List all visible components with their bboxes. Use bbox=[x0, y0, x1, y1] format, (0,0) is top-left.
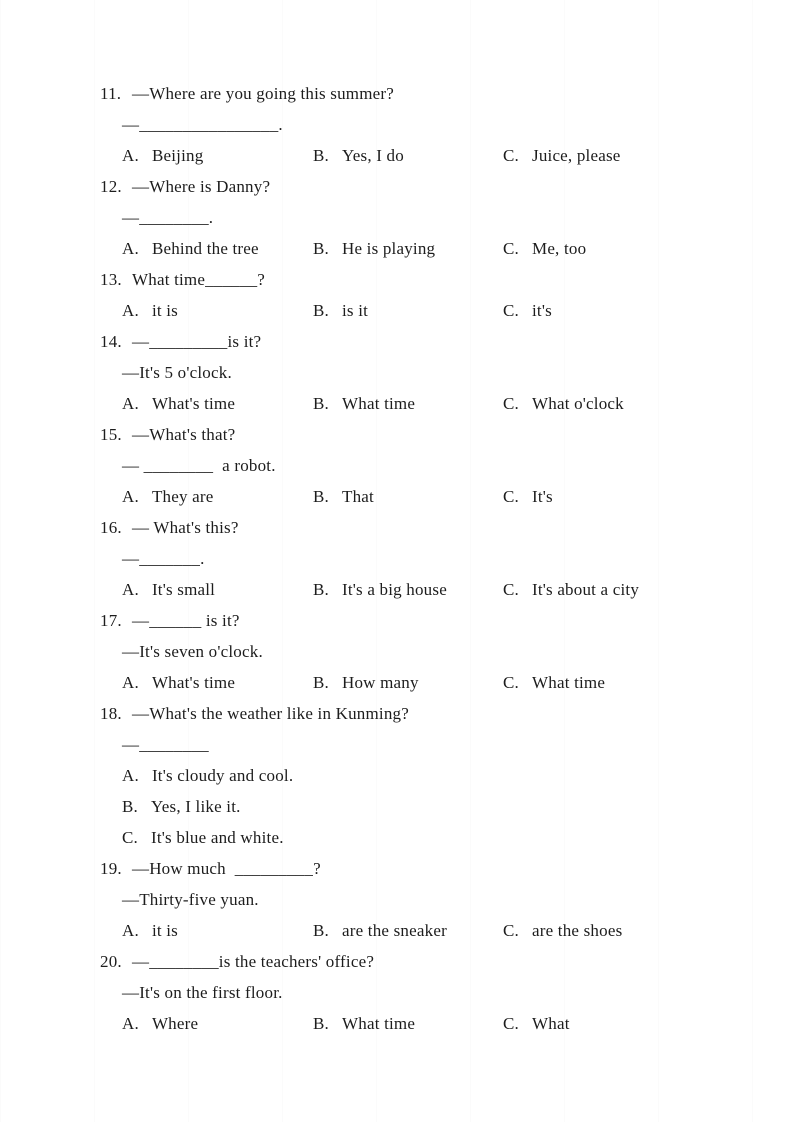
question-block bbox=[100, 171, 763, 264]
answer-line: —It's on the first floor. bbox=[122, 983, 283, 1002]
question-line bbox=[100, 264, 763, 295]
option-text: They are bbox=[151, 487, 214, 506]
question-block bbox=[100, 326, 763, 419]
option bbox=[122, 295, 313, 326]
option-label: B. bbox=[313, 239, 329, 258]
option bbox=[503, 574, 763, 605]
option-label: C. bbox=[503, 921, 519, 940]
option bbox=[122, 791, 763, 822]
option-text: It's small bbox=[151, 580, 216, 599]
option-text: It's about a city bbox=[532, 580, 640, 599]
option bbox=[503, 667, 763, 698]
question-text: — What's this? bbox=[132, 518, 239, 537]
question-block bbox=[100, 419, 763, 512]
question-block bbox=[100, 605, 763, 698]
question-number: 17. bbox=[100, 611, 122, 630]
option bbox=[503, 481, 763, 512]
question-number: 16. bbox=[100, 518, 122, 537]
question-line bbox=[100, 326, 763, 357]
option-text: Yes, I do bbox=[342, 146, 404, 165]
option-label: B. bbox=[122, 797, 138, 816]
option-text: Me, too bbox=[532, 239, 587, 258]
option-label: C. bbox=[503, 239, 519, 258]
question-line bbox=[100, 853, 763, 884]
question-text: —_________is it? bbox=[132, 332, 262, 351]
option-label: C. bbox=[122, 828, 138, 847]
question-block bbox=[100, 853, 763, 946]
question-list bbox=[100, 78, 763, 1039]
options-group bbox=[122, 1008, 763, 1039]
option-text: What bbox=[532, 1014, 570, 1033]
question-number: 15. bbox=[100, 425, 122, 444]
question-text: What time______? bbox=[132, 270, 266, 289]
question-block bbox=[100, 264, 763, 326]
option-text: It's cloudy and cool. bbox=[151, 766, 294, 785]
question-block bbox=[100, 946, 763, 1039]
option-label: A. bbox=[122, 673, 139, 692]
option bbox=[122, 1008, 313, 1039]
option-label: B. bbox=[313, 301, 329, 320]
option bbox=[313, 140, 503, 171]
option-label: C. bbox=[503, 487, 519, 506]
option bbox=[122, 915, 313, 946]
options-group bbox=[122, 915, 763, 946]
answer-line: —It's seven o'clock. bbox=[122, 642, 263, 661]
question-number: 20. bbox=[100, 952, 122, 971]
answer-line: —_______. bbox=[122, 549, 205, 568]
option bbox=[122, 388, 313, 419]
answer-line: —________ bbox=[122, 735, 209, 754]
option-text: are the shoes bbox=[532, 921, 623, 940]
question-text: —What's that? bbox=[132, 425, 236, 444]
question-line bbox=[100, 512, 763, 543]
option bbox=[122, 481, 313, 512]
option-text: What time bbox=[532, 673, 606, 692]
question-block bbox=[100, 512, 763, 605]
options-group bbox=[122, 481, 763, 512]
option-text: He is playing bbox=[342, 239, 436, 258]
question-text: —Where is Danny? bbox=[132, 177, 271, 196]
answer-line: —Thirty-five yuan. bbox=[122, 890, 259, 909]
question-text: —What's the weather like in Kunming? bbox=[132, 704, 409, 723]
question-line bbox=[100, 605, 763, 636]
option-label: A. bbox=[122, 580, 139, 599]
option-label: A. bbox=[122, 766, 139, 785]
option bbox=[503, 915, 763, 946]
option-label: B. bbox=[313, 487, 329, 506]
option bbox=[503, 140, 763, 171]
option bbox=[313, 1008, 503, 1039]
option-text: What time bbox=[342, 394, 416, 413]
option bbox=[122, 233, 313, 264]
option-label: C. bbox=[503, 673, 519, 692]
question-number: 19. bbox=[100, 859, 122, 878]
option bbox=[313, 481, 503, 512]
options-group bbox=[122, 760, 763, 853]
option bbox=[503, 233, 763, 264]
question-text: —________is the teachers' office? bbox=[132, 952, 375, 971]
option-label: B. bbox=[313, 1014, 329, 1033]
question-number: 14. bbox=[100, 332, 122, 351]
option-label: A. bbox=[122, 301, 139, 320]
question-line bbox=[100, 698, 763, 729]
answer-line: —________________. bbox=[122, 115, 283, 134]
option bbox=[122, 574, 313, 605]
option-text: are the sneaker bbox=[342, 921, 447, 940]
option-label: A. bbox=[122, 921, 139, 940]
question-number: 18. bbox=[100, 704, 122, 723]
option bbox=[313, 574, 503, 605]
option-label: A. bbox=[122, 1014, 139, 1033]
question-text: —______ is it? bbox=[132, 611, 240, 630]
option-text: What's time bbox=[151, 394, 236, 413]
option bbox=[503, 295, 763, 326]
option bbox=[122, 760, 763, 791]
question-line bbox=[100, 78, 763, 109]
question-number: 12. bbox=[100, 177, 122, 196]
question-number: 11. bbox=[100, 84, 122, 103]
option-label: B. bbox=[313, 146, 329, 165]
option-text: Where bbox=[151, 1014, 199, 1033]
options-group bbox=[122, 667, 763, 698]
option bbox=[313, 295, 503, 326]
option bbox=[313, 915, 503, 946]
question-line bbox=[100, 171, 763, 202]
option-text: it is bbox=[151, 301, 178, 320]
option-text: What o'clock bbox=[532, 394, 624, 413]
option-text: it is bbox=[151, 921, 178, 940]
option-label: A. bbox=[122, 239, 139, 258]
option-text: Behind the tree bbox=[151, 239, 259, 258]
question-text: —How much _________? bbox=[132, 859, 321, 878]
option-label: A. bbox=[122, 394, 139, 413]
option-text: How many bbox=[342, 673, 419, 692]
option bbox=[122, 822, 763, 853]
option-text: That bbox=[342, 487, 374, 506]
option bbox=[313, 233, 503, 264]
option-label: B. bbox=[313, 394, 329, 413]
option-label: B. bbox=[313, 673, 329, 692]
question-text: —Where are you going this summer? bbox=[132, 84, 394, 103]
option-label: A. bbox=[122, 487, 139, 506]
option-label: C. bbox=[503, 1014, 519, 1033]
option-text: is it bbox=[342, 301, 369, 320]
option-label: B. bbox=[313, 580, 329, 599]
options-group bbox=[122, 233, 763, 264]
option-text: What's time bbox=[151, 673, 236, 692]
option bbox=[122, 140, 313, 171]
option-label: C. bbox=[503, 301, 519, 320]
question-block bbox=[100, 698, 763, 853]
question-line bbox=[100, 419, 763, 450]
option bbox=[122, 667, 313, 698]
option-text: Beijing bbox=[151, 146, 204, 165]
options-group bbox=[122, 574, 763, 605]
question-line bbox=[100, 946, 763, 977]
option bbox=[313, 388, 503, 419]
options-group bbox=[122, 140, 763, 171]
options-group bbox=[122, 295, 763, 326]
option-label: B. bbox=[313, 921, 329, 940]
option-label: C. bbox=[503, 394, 519, 413]
option-text: It's bbox=[532, 487, 553, 506]
option bbox=[503, 388, 763, 419]
option-text: Juice, please bbox=[532, 146, 621, 165]
question-number: 13. bbox=[100, 270, 122, 289]
option bbox=[503, 1008, 763, 1039]
answer-line: —________. bbox=[122, 208, 214, 227]
options-group bbox=[122, 388, 763, 419]
option-label: C. bbox=[503, 580, 519, 599]
question-block bbox=[100, 78, 763, 171]
option-label: A. bbox=[122, 146, 139, 165]
answer-line: —It's 5 o'clock. bbox=[122, 363, 232, 382]
option-label: C. bbox=[503, 146, 519, 165]
option-text: It's a big house bbox=[342, 580, 447, 599]
answer-line: — ________ a robot. bbox=[122, 456, 276, 475]
option bbox=[313, 667, 503, 698]
option-text: Yes, I like it. bbox=[151, 797, 241, 816]
option-text: it's bbox=[532, 301, 552, 320]
option-text: It's blue and white. bbox=[151, 828, 284, 847]
option-text: What time bbox=[342, 1014, 416, 1033]
